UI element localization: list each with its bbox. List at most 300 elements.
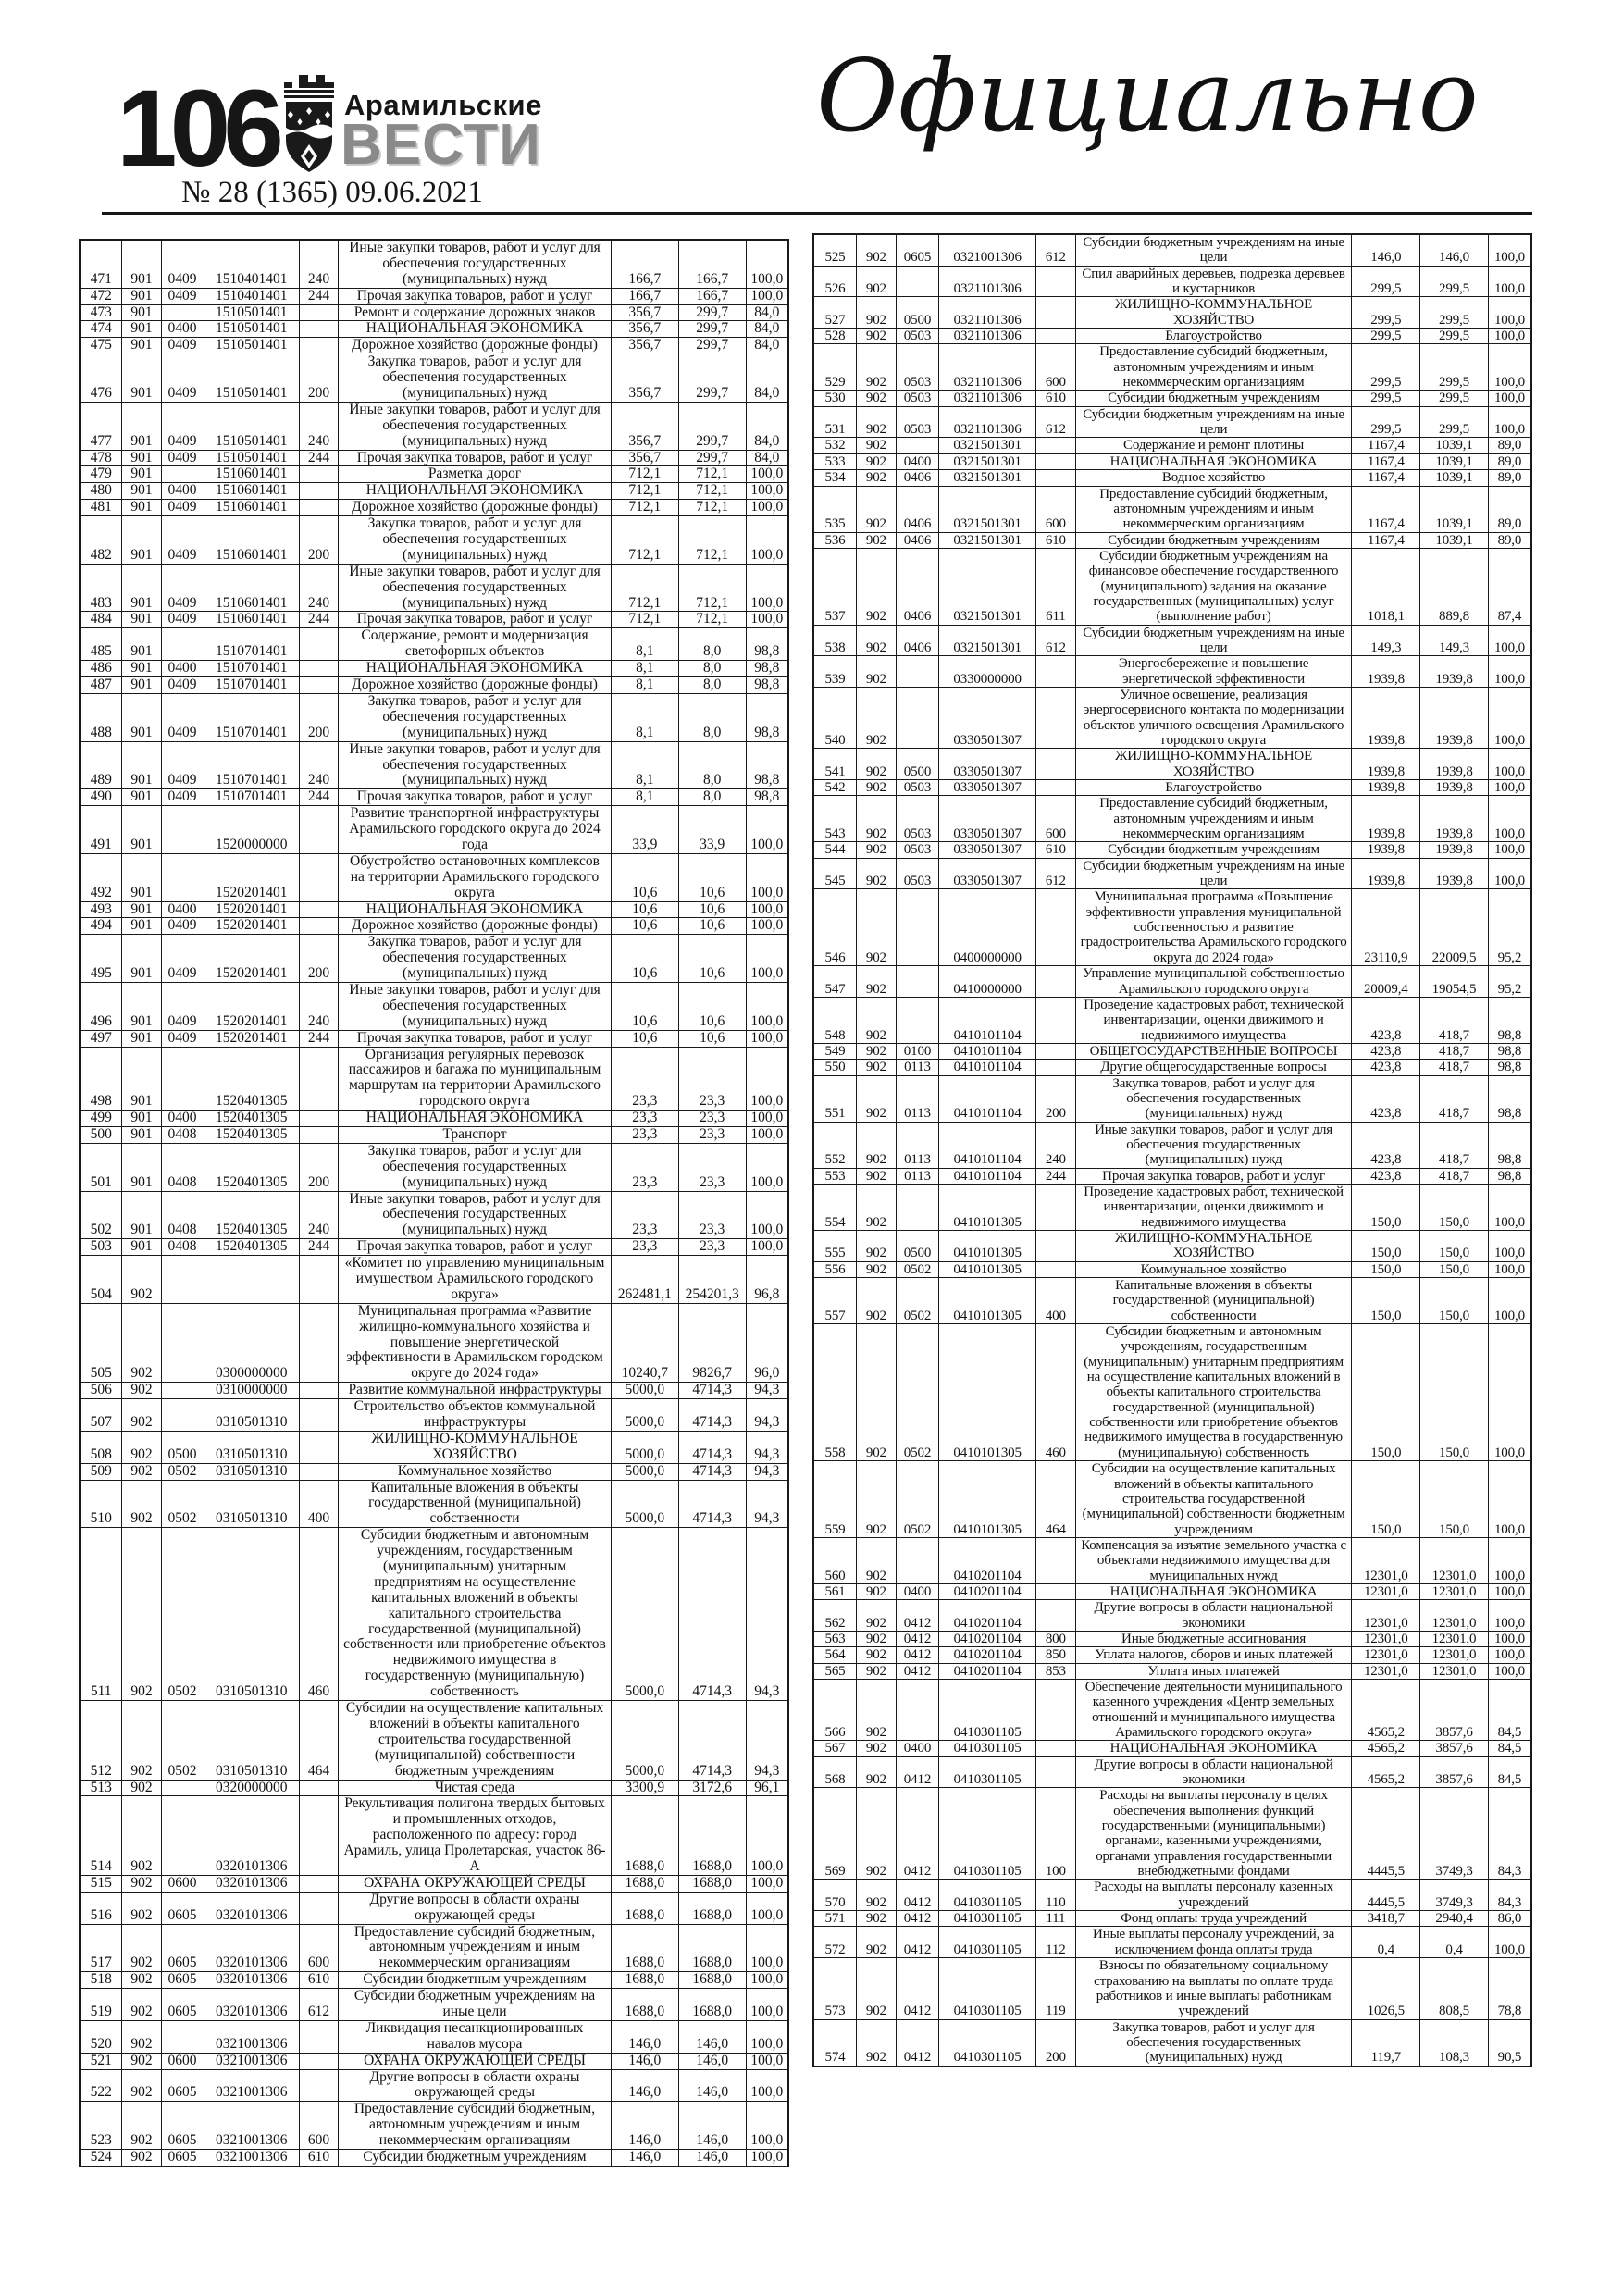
table-row xyxy=(80,693,788,741)
ved-code-cell: 902 xyxy=(122,1528,161,1701)
name-cell: Иные закупки товаров, работ и услуг для обеспечения государственных (муниципальных) нужд xyxy=(1075,1122,1352,1168)
name-cell: Субсидии на осуществление капитальных вложений в объекты капитального строительства государственной (муниципальной) собственности бюджетным учреждениям xyxy=(1075,1461,1352,1538)
table-row xyxy=(813,1756,1531,1788)
percent-cell: 100,0 xyxy=(746,240,788,288)
ved-code-cell: 902 xyxy=(857,548,897,625)
percent-cell: 100,0 xyxy=(746,483,788,500)
section-code-cell: 0502 xyxy=(896,1461,939,1538)
executed-amount-cell: 108,3 xyxy=(1420,2019,1489,2066)
expense-type-cell: 240 xyxy=(299,564,338,612)
expense-type-cell: 110 xyxy=(1036,1880,1076,1911)
ved-code-cell: 902 xyxy=(857,2019,897,2066)
expense-type-cell xyxy=(1036,453,1076,469)
executed-amount-cell: 1688,0 xyxy=(678,1989,746,2021)
section-code-cell: 0409 xyxy=(161,402,204,450)
section-code-cell: 0502 xyxy=(161,1463,204,1480)
row-number-cell: 492 xyxy=(80,853,122,901)
row-number-cell: 561 xyxy=(813,1583,857,1599)
executed-amount-cell: 712,1 xyxy=(678,500,746,516)
row-number-cell: 552 xyxy=(813,1122,857,1168)
target-article-cell: 1510701401 xyxy=(204,789,299,806)
section-code-cell: 0406 xyxy=(896,548,939,625)
section-code-cell xyxy=(896,997,939,1043)
section-code-cell: 0502 xyxy=(161,1701,204,1780)
executed-amount-cell: 1688,0 xyxy=(678,1796,746,1875)
executed-amount-cell: 418,7 xyxy=(1420,1060,1489,1075)
percent-cell: 94,3 xyxy=(746,1480,788,1528)
percent-cell: 84,5 xyxy=(1488,1679,1531,1740)
table-row xyxy=(813,687,1531,748)
row-number-cell: 534 xyxy=(813,470,857,486)
ved-code-cell: 902 xyxy=(122,1780,161,1796)
row-number-cell: 573 xyxy=(813,1958,857,2019)
target-article-cell: 0410101305 xyxy=(939,1278,1036,1324)
expense-type-cell xyxy=(1036,266,1076,297)
section-code-cell: 0409 xyxy=(161,338,204,354)
row-number-cell: 496 xyxy=(80,982,122,1030)
target-article-cell: 0321001306 xyxy=(939,234,1036,266)
table-row xyxy=(813,1880,1531,1911)
percent-cell: 95,2 xyxy=(1488,966,1531,998)
executed-amount-cell: 712,1 xyxy=(678,516,746,565)
section-code-cell: 0605 xyxy=(161,2102,204,2150)
table-row xyxy=(80,789,788,806)
name-cell: НАЦИОНАЛЬНАЯ ЭКОНОМИКА xyxy=(1075,1583,1352,1599)
plan-amount-cell: 262481,1 xyxy=(611,1256,678,1304)
table-row xyxy=(813,266,1531,297)
expense-type-cell: 200 xyxy=(1036,1075,1076,1122)
plan-amount-cell: 299,5 xyxy=(1352,391,1420,406)
row-number-cell: 514 xyxy=(80,1796,122,1875)
ved-code-cell: 902 xyxy=(857,1278,897,1324)
table-row xyxy=(80,338,788,354)
section-code-cell: 0503 xyxy=(896,329,939,344)
table-row xyxy=(80,741,788,789)
executed-amount-cell: 10,6 xyxy=(678,935,746,983)
target-article-cell: 0321001306 xyxy=(204,2102,299,2150)
expense-type-cell: 240 xyxy=(299,1191,338,1239)
plan-amount-cell: 20009,4 xyxy=(1352,966,1420,998)
ved-code-cell: 901 xyxy=(122,354,161,403)
expense-type-cell: 600 xyxy=(1036,344,1076,391)
section-code-cell: 0400 xyxy=(161,321,204,338)
target-article-cell: 0410000000 xyxy=(939,966,1036,998)
row-number-cell: 536 xyxy=(813,532,857,548)
executed-amount-cell: 1039,1 xyxy=(1420,470,1489,486)
executed-amount-cell: 8,0 xyxy=(678,789,746,806)
plan-amount-cell: 1026,5 xyxy=(1352,1958,1420,2019)
row-number-cell: 491 xyxy=(80,806,122,854)
target-article-cell: 1510601401 xyxy=(204,564,299,612)
ved-code-cell: 902 xyxy=(857,1043,897,1059)
percent-cell: 100,0 xyxy=(746,1892,788,1924)
percent-cell: 98,8 xyxy=(746,677,788,694)
target-article-cell: 0410301105 xyxy=(939,1788,1036,1880)
ved-code-cell: 902 xyxy=(857,1647,897,1663)
ved-code-cell: 902 xyxy=(857,1911,897,1927)
expense-type-cell xyxy=(299,677,338,694)
table-row xyxy=(80,2069,788,2102)
section-code-cell: 0409 xyxy=(161,564,204,612)
percent-cell: 100,0 xyxy=(746,2149,788,2166)
table-row xyxy=(813,1168,1531,1184)
ved-code-cell: 901 xyxy=(122,466,161,483)
table-row xyxy=(80,982,788,1030)
name-cell: Субсидии бюджетным учреждениям xyxy=(339,2149,612,2166)
table-row xyxy=(80,2020,788,2053)
section-code-cell: 0406 xyxy=(896,486,939,532)
percent-cell: 100,0 xyxy=(1488,1927,1531,1958)
expense-type-cell xyxy=(1036,1679,1076,1740)
name-cell: Благоустройство xyxy=(1075,780,1352,796)
expense-type-cell xyxy=(299,1303,338,1382)
section-code-cell: 0605 xyxy=(161,1924,204,1972)
row-number-cell: 565 xyxy=(813,1663,857,1679)
percent-cell: 100,0 xyxy=(1488,1663,1531,1679)
percent-cell: 100,0 xyxy=(746,1047,788,1111)
expense-type-cell xyxy=(299,1892,338,1924)
name-cell: Субсидии бюджетным учреждениям xyxy=(1075,391,1352,406)
row-number-cell: 532 xyxy=(813,438,857,453)
name-cell: Прочая закупка товаров, работ и услуг xyxy=(339,1239,612,1256)
plan-amount-cell: 146,0 xyxy=(611,2069,678,2102)
expense-type-cell: 244 xyxy=(299,1239,338,1256)
name-cell: Благоустройство xyxy=(1075,329,1352,344)
target-article-cell: 0310501310 xyxy=(204,1528,299,1701)
row-number-cell: 473 xyxy=(80,304,122,321)
executed-amount-cell: 150,0 xyxy=(1420,1278,1489,1324)
target-article-cell: 0320101306 xyxy=(204,1924,299,1972)
ved-code-cell: 902 xyxy=(857,1600,897,1632)
expense-type-cell: 200 xyxy=(299,1143,338,1191)
expense-type-cell: 611 xyxy=(1036,548,1076,625)
percent-cell: 84,5 xyxy=(1488,1741,1531,1756)
percent-cell: 96,1 xyxy=(746,1780,788,1796)
executed-amount-cell: 1039,1 xyxy=(1420,453,1489,469)
executed-amount-cell: 23,3 xyxy=(678,1126,746,1143)
executed-amount-cell: 1688,0 xyxy=(678,1924,746,1972)
table-row xyxy=(813,842,1531,858)
executed-amount-cell: 299,5 xyxy=(1420,266,1489,297)
section-code-cell: 0400 xyxy=(161,483,204,500)
ved-code-cell: 901 xyxy=(122,564,161,612)
section-code-cell: 0409 xyxy=(161,918,204,935)
table-row xyxy=(813,625,1531,656)
target-article-cell: 1510401401 xyxy=(204,288,299,304)
section-code-cell: 0400 xyxy=(161,1111,204,1127)
ved-code-cell: 901 xyxy=(122,628,161,661)
percent-cell: 90,5 xyxy=(1488,2019,1531,2066)
ved-code-cell: 901 xyxy=(122,853,161,901)
executed-amount-cell: 418,7 xyxy=(1420,997,1489,1043)
name-cell: Предоставление субсидий бюджетным, автономным учреждениям и иным некоммерческим организациям xyxy=(339,1924,612,1972)
section-code-cell: 0400 xyxy=(896,1741,939,1756)
executed-amount-cell: 12301,0 xyxy=(1420,1583,1489,1599)
row-number-cell: 547 xyxy=(813,966,857,998)
section-code-cell: 0412 xyxy=(896,1911,939,1927)
expense-type-cell: 612 xyxy=(299,1989,338,2021)
ved-code-cell: 901 xyxy=(122,402,161,450)
percent-cell: 98,8 xyxy=(1488,1168,1531,1184)
table-row xyxy=(80,450,788,466)
ved-code-cell: 901 xyxy=(122,516,161,565)
paper-title-top: Арамильские xyxy=(344,89,542,121)
section-code-cell: 0600 xyxy=(161,2053,204,2069)
percent-cell: 100,0 xyxy=(1488,625,1531,656)
section-code-cell: 0412 xyxy=(896,1958,939,2019)
ved-code-cell: 902 xyxy=(857,1679,897,1740)
ved-code-cell: 901 xyxy=(122,693,161,741)
row-number-cell: 503 xyxy=(80,1239,122,1256)
executed-amount-cell: 150,0 xyxy=(1420,1461,1489,1538)
target-article-cell: 0330501307 xyxy=(939,687,1036,748)
expense-type-cell xyxy=(1036,889,1076,966)
table-row xyxy=(80,240,788,288)
ved-code-cell: 901 xyxy=(122,789,161,806)
expense-type-cell xyxy=(1036,1756,1076,1788)
plan-amount-cell: 3300,9 xyxy=(611,1780,678,1796)
name-cell: Иные закупки товаров, работ и услуг для обеспечения государственных (муниципальных) нужд xyxy=(339,402,612,450)
executed-amount-cell: 4714,3 xyxy=(678,1383,746,1399)
expense-type-cell xyxy=(299,1111,338,1127)
header-divider xyxy=(102,212,1532,215)
row-number-cell: 477 xyxy=(80,402,122,450)
plan-amount-cell: 4565,2 xyxy=(1352,1679,1420,1740)
executed-amount-cell: 1939,8 xyxy=(1420,796,1489,842)
target-article-cell: 1510701401 xyxy=(204,628,299,661)
section-title: Официально xyxy=(816,39,1479,155)
row-number-cell: 535 xyxy=(813,486,857,532)
row-number-cell: 555 xyxy=(813,1231,857,1262)
executed-amount-cell: 166,7 xyxy=(678,240,746,288)
ved-code-cell: 902 xyxy=(857,1631,897,1646)
table-row xyxy=(813,344,1531,391)
plan-amount-cell: 150,0 xyxy=(1352,1261,1420,1277)
row-number-cell: 538 xyxy=(813,625,857,656)
table-row xyxy=(80,1701,788,1780)
target-article-cell: 1520401305 xyxy=(204,1239,299,1256)
ved-code-cell: 901 xyxy=(122,338,161,354)
target-article-cell: 0321501301 xyxy=(939,486,1036,532)
section-code-cell: 0412 xyxy=(896,1663,939,1679)
name-cell: Иные закупки товаров, работ и услуг для обеспечения государственных (муниципальных) нужд xyxy=(339,240,612,288)
ved-code-cell: 901 xyxy=(122,304,161,321)
percent-cell: 100,0 xyxy=(746,1875,788,1892)
plan-amount-cell: 4445,5 xyxy=(1352,1788,1420,1880)
table-row xyxy=(80,1143,788,1191)
name-cell: Обеспечение деятельности муниципального казенного учреждения «Центр земельных отношений и муниципального имущества Арамильского городского округа» xyxy=(1075,1679,1352,1740)
ved-code-cell: 902 xyxy=(857,1461,897,1538)
table-row xyxy=(813,1043,1531,1059)
target-article-cell: 1520401305 xyxy=(204,1047,299,1111)
plan-amount-cell: 23,3 xyxy=(611,1047,678,1111)
expense-type-cell: 244 xyxy=(299,789,338,806)
ved-code-cell: 902 xyxy=(857,391,897,406)
executed-amount-cell: 150,0 xyxy=(1420,1184,1489,1230)
expense-type-cell: 464 xyxy=(299,1701,338,1780)
plan-amount-cell: 4565,2 xyxy=(1352,1756,1420,1788)
plan-amount-cell: 1939,8 xyxy=(1352,858,1420,889)
ved-code-cell: 902 xyxy=(857,1756,897,1788)
percent-cell: 98,8 xyxy=(1488,1060,1531,1075)
section-code-cell: 0605 xyxy=(896,234,939,266)
expense-type-cell: 460 xyxy=(299,1528,338,1701)
percent-cell: 84,0 xyxy=(746,304,788,321)
section-code-cell: 0502 xyxy=(896,1278,939,1324)
table-row xyxy=(80,1796,788,1875)
percent-cell: 100,0 xyxy=(746,1126,788,1143)
name-cell: ЖИЛИЩНО-КОММУНАЛЬНОЕ ХОЗЯЙСТВО xyxy=(1075,749,1352,780)
ved-code-cell: 901 xyxy=(122,1239,161,1256)
name-cell: Коммунальное хозяйство xyxy=(339,1463,612,1480)
section-code-cell: 0400 xyxy=(161,661,204,677)
plan-amount-cell: 1939,8 xyxy=(1352,749,1420,780)
section-code-cell xyxy=(161,1047,204,1111)
expense-type-cell: 612 xyxy=(1036,858,1076,889)
target-article-cell: 0410101104 xyxy=(939,1075,1036,1122)
table-row xyxy=(80,1892,788,1924)
section-code-cell: 0500 xyxy=(896,1231,939,1262)
ved-code-cell: 902 xyxy=(122,1796,161,1875)
table-row xyxy=(80,1239,788,1256)
section-code-cell xyxy=(161,1399,204,1432)
table-row xyxy=(80,1480,788,1528)
name-cell: Развитие коммунальной инфраструктуры xyxy=(339,1383,612,1399)
expense-type-cell xyxy=(1036,1600,1076,1632)
target-article-cell: 0321001306 xyxy=(204,2069,299,2102)
percent-cell: 100,0 xyxy=(746,2020,788,2053)
table-row xyxy=(813,1679,1531,1740)
target-article-cell: 0330000000 xyxy=(939,656,1036,688)
table-row xyxy=(80,1383,788,1399)
ved-code-cell: 902 xyxy=(122,1924,161,1972)
table-row xyxy=(80,1047,788,1111)
name-cell: Иные закупки товаров, работ и услуг для обеспечения государственных (муниципальных) нужд xyxy=(339,982,612,1030)
table-row xyxy=(813,1184,1531,1230)
table-row xyxy=(813,2019,1531,2066)
ved-code-cell: 902 xyxy=(857,656,897,688)
row-number-cell: 494 xyxy=(80,918,122,935)
target-article-cell: 1520201401 xyxy=(204,935,299,983)
name-cell: ЖИЛИЩНО-КОММУНАЛЬНОЕ ХОЗЯЙСТВО xyxy=(1075,1231,1352,1262)
ved-code-cell: 902 xyxy=(857,858,897,889)
executed-amount-cell: 146,0 xyxy=(678,2102,746,2150)
row-number-cell: 471 xyxy=(80,240,122,288)
expense-type-cell: 240 xyxy=(299,982,338,1030)
plan-amount-cell: 10,6 xyxy=(611,918,678,935)
section-code-cell: 0502 xyxy=(896,1324,939,1461)
row-number-cell: 490 xyxy=(80,789,122,806)
plan-amount-cell: 5000,0 xyxy=(611,1528,678,1701)
ved-code-cell: 902 xyxy=(857,1741,897,1756)
target-article-cell: 1520401305 xyxy=(204,1143,299,1191)
target-article-cell: 0321101306 xyxy=(939,344,1036,391)
name-cell: Закупка товаров, работ и услуг для обеспечения государственных (муниципальных) нужд xyxy=(339,354,612,403)
section-code-cell xyxy=(896,889,939,966)
table-row xyxy=(813,1261,1531,1277)
expense-type-cell xyxy=(299,1463,338,1480)
section-code-cell: 0406 xyxy=(896,532,939,548)
target-article-cell: 0321501301 xyxy=(939,438,1036,453)
expense-type-cell: 600 xyxy=(1036,796,1076,842)
section-code-cell: 0409 xyxy=(161,450,204,466)
target-article-cell: 1510701401 xyxy=(204,661,299,677)
plan-amount-cell: 1167,4 xyxy=(1352,438,1420,453)
target-article-cell: 0410201104 xyxy=(939,1537,1036,1583)
name-cell: Субсидии бюджетным учреждениям на иные цели xyxy=(1075,406,1352,438)
section-code-cell: 0113 xyxy=(896,1060,939,1075)
name-cell: НАЦИОНАЛЬНАЯ ЭКОНОМИКА xyxy=(339,483,612,500)
expense-type-cell xyxy=(1036,1043,1076,1059)
expense-type-cell: 610 xyxy=(299,2149,338,2166)
expense-type-cell xyxy=(299,901,338,918)
row-number-cell: 521 xyxy=(80,2053,122,2069)
percent-cell: 100,0 xyxy=(1488,1184,1531,1230)
row-number-cell: 500 xyxy=(80,1126,122,1143)
row-number-cell: 493 xyxy=(80,901,122,918)
name-cell: Уличное освещение, реализация энергосервисного контакта по модернизации объектов уличного освещения Арамильского городского округа xyxy=(1075,687,1352,748)
expense-type-cell xyxy=(299,1383,338,1399)
name-cell: Содержание и ремонт плотины xyxy=(1075,438,1352,453)
expense-type-cell xyxy=(1036,297,1076,329)
row-number-cell: 518 xyxy=(80,1972,122,1989)
name-cell: Закупка товаров, работ и услуг для обеспечения государственных (муниципальных) нужд xyxy=(339,935,612,983)
row-number-cell: 571 xyxy=(813,1911,857,1927)
executed-amount-cell: 712,1 xyxy=(678,466,746,483)
executed-amount-cell: 889,8 xyxy=(1420,548,1489,625)
executed-amount-cell: 8,0 xyxy=(678,693,746,741)
expense-type-cell: 200 xyxy=(299,935,338,983)
row-number-cell: 516 xyxy=(80,1892,122,1924)
section-code-cell xyxy=(161,1256,204,1304)
percent-cell: 98,8 xyxy=(746,661,788,677)
ved-code-cell: 902 xyxy=(857,297,897,329)
plan-amount-cell: 299,5 xyxy=(1352,266,1420,297)
expense-type-cell: 111 xyxy=(1036,1911,1076,1927)
plan-amount-cell: 1167,4 xyxy=(1352,486,1420,532)
executed-amount-cell: 12301,0 xyxy=(1420,1647,1489,1663)
target-article-cell: 0310501310 xyxy=(204,1701,299,1780)
section-code-cell xyxy=(896,687,939,748)
section-code-cell xyxy=(161,1796,204,1875)
row-number-cell: 574 xyxy=(813,2019,857,2066)
expense-type-cell: 240 xyxy=(299,741,338,789)
percent-cell: 84,3 xyxy=(1488,1788,1531,1880)
ved-code-cell: 901 xyxy=(122,612,161,628)
target-article-cell: 0410101104 xyxy=(939,1168,1036,1184)
table-row xyxy=(80,1989,788,2021)
target-article-cell: 1510701401 xyxy=(204,693,299,741)
table-row xyxy=(813,1663,1531,1679)
target-article-cell: 1520201401 xyxy=(204,1030,299,1047)
section-code-cell: 0500 xyxy=(896,749,939,780)
name-cell: Субсидии бюджетным и автономным учреждениям, государственным (муниципальным) унитарным предприятиям на осуществление капитальных вложений в объекты капитального строительства государственной (муниципальной) собственности или приобретение объектов недвижимого имущества в государственную (муниципальную) собственность xyxy=(1075,1324,1352,1461)
plan-amount-cell: 4445,5 xyxy=(1352,1880,1420,1911)
target-article-cell: 1510601401 xyxy=(204,483,299,500)
executed-amount-cell: 1688,0 xyxy=(678,1875,746,1892)
executed-amount-cell: 8,0 xyxy=(678,661,746,677)
ved-code-cell: 902 xyxy=(122,2149,161,2166)
ved-code-cell: 901 xyxy=(122,901,161,918)
table-row xyxy=(80,1780,788,1796)
expense-type-cell: 244 xyxy=(299,450,338,466)
expense-type-cell: 240 xyxy=(299,402,338,450)
row-number-cell: 545 xyxy=(813,858,857,889)
executed-amount-cell: 12301,0 xyxy=(1420,1631,1489,1646)
plan-amount-cell: 146,0 xyxy=(611,2053,678,2069)
percent-cell: 100,0 xyxy=(1488,234,1531,266)
expense-type-cell xyxy=(1036,470,1076,486)
